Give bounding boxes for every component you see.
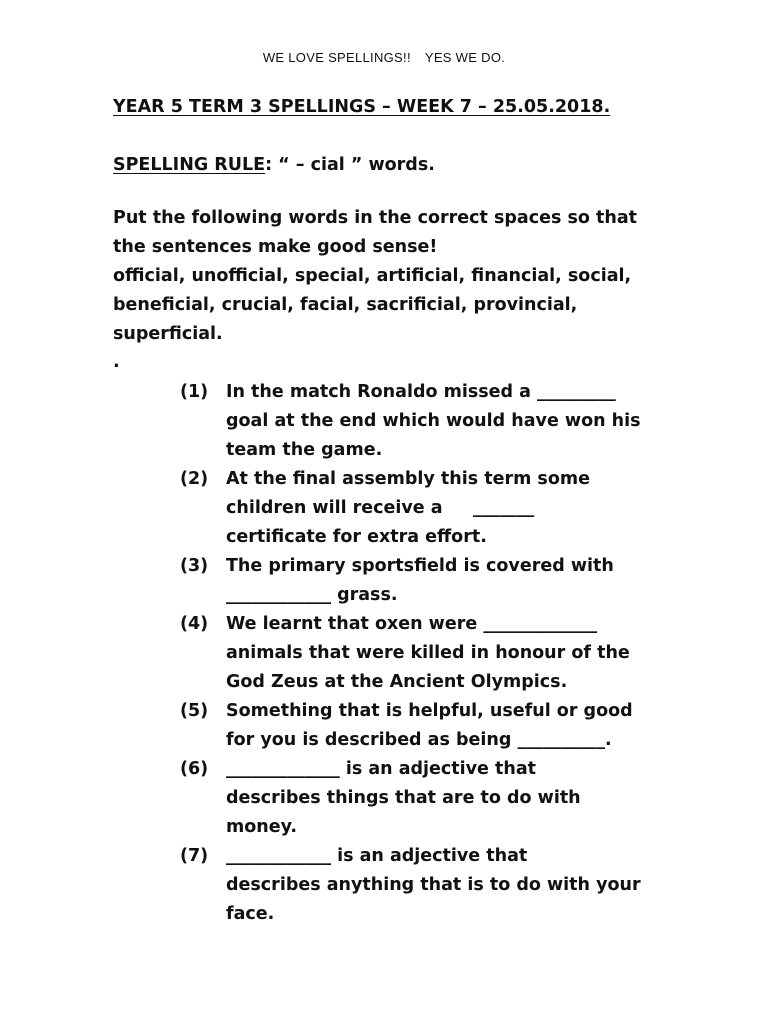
question-line: Something that is helpful, useful or good xyxy=(226,701,633,721)
question-line: describes anything that is to do with your xyxy=(226,875,641,895)
question-text xyxy=(226,378,670,465)
question-line: animals that were killed in honour of the xyxy=(226,643,630,663)
question-item xyxy=(180,697,670,755)
question-item xyxy=(180,610,670,697)
question-text xyxy=(226,842,670,929)
instructions xyxy=(113,204,673,349)
question-line: _____________ is an adjective that xyxy=(226,759,537,779)
question-line: for you is described as being __________. xyxy=(226,730,612,750)
question-line: team the game. xyxy=(226,440,383,460)
word-list-line: beneficial, crucial, facial, sacrificial, provincial, xyxy=(113,295,578,315)
question-line: At the final assembly this term some xyxy=(226,469,590,489)
question-list xyxy=(180,378,670,929)
spelling-rule-label: SPELLING RULE xyxy=(113,155,266,175)
page-header xyxy=(0,50,768,65)
question-item xyxy=(180,755,670,842)
question-line: goal at the end which would have won his xyxy=(226,411,641,431)
question-line: children will receive a _______ xyxy=(226,498,535,518)
question-line: certificate for extra effort. xyxy=(226,527,487,547)
header-left-text: WE LOVE SPELLINGS!! xyxy=(262,50,411,65)
question-item xyxy=(180,552,670,610)
question-number: (4) xyxy=(180,614,209,634)
spelling-rule-text: : “ – cial ” words. xyxy=(265,155,435,175)
question-text xyxy=(226,755,670,842)
worksheet-title: YEAR 5 TERM 3 SPELLINGS – WEEK 7 – 25.05.2018. xyxy=(113,97,611,117)
header-right-text: YES WE DO. xyxy=(424,50,506,65)
question-text xyxy=(226,552,670,610)
question-line: ____________ grass. xyxy=(226,585,398,605)
question-text xyxy=(226,697,670,755)
question-number: (3) xyxy=(180,556,209,576)
question-number: (2) xyxy=(180,469,209,489)
question-line: God Zeus at the Ancient Olympics. xyxy=(226,672,568,692)
question-text xyxy=(226,610,670,697)
separator-dot: . xyxy=(113,352,120,372)
question-line: We learnt that oxen were _____________ xyxy=(226,614,598,634)
question-line: The primary sportsfield is covered with xyxy=(226,556,614,576)
question-line: money. xyxy=(226,817,298,837)
question-line: ____________ is an adjective that xyxy=(226,846,528,866)
word-list-line: official, unofficial, special, artificial, financial, social, xyxy=(113,266,632,286)
instructions-line: Put the following words in the correct spaces so that xyxy=(113,208,638,228)
question-line: face. xyxy=(226,904,275,924)
question-text xyxy=(226,465,670,552)
word-list-line: superficial. xyxy=(113,324,223,344)
question-item xyxy=(180,465,670,552)
question-line: describes things that are to do with xyxy=(226,788,581,808)
question-item xyxy=(180,378,670,465)
spelling-rule xyxy=(113,155,435,175)
instructions-line: the sentences make good sense! xyxy=(113,237,438,257)
question-item xyxy=(180,842,670,929)
question-number: (7) xyxy=(180,846,209,866)
question-number: (5) xyxy=(180,701,209,721)
question-line: In the match Ronaldo missed a _________ xyxy=(226,382,616,402)
question-number: (6) xyxy=(180,759,209,779)
question-number: (1) xyxy=(180,382,209,402)
